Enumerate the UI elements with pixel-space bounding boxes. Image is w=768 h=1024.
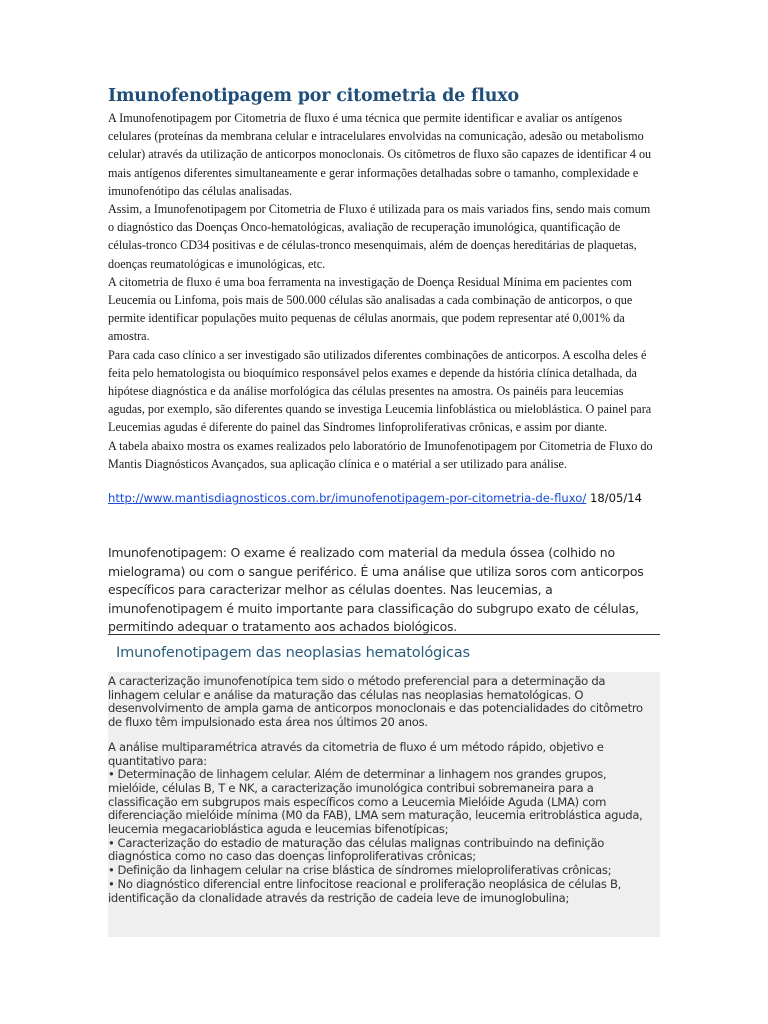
bullet-icon: • xyxy=(108,876,115,891)
list-item xyxy=(108,837,660,864)
source-link[interactable]: http://www.mantisdiagnosticos.com.br/imunofenotipagem-por-citometria-de-fluxo/ xyxy=(108,491,587,505)
definition-text: Imunofenotipagem: O exame é realizado com material da medula óssea (colhido no mielograma) ou com o sangue periférico. É uma análise que utiliza soros com anticorpos específicos para caracterizar melhor as células doentes. Nas leucemias, a imunofenotipagem é muito importante para classificação do subgrupo exato de células, permitindo adequar o tratamento aos achados biológicos. xyxy=(108,545,644,635)
article-paragraph: Assim, a Imunofenotipagem por Citometria de Fluxo é utilizada para os mais variados fins, sendo mais comum o diagnóstico das Doenças Onco-hematológicas, avaliação de recuperação imunológica, quantificação de células-tronco CD34 positivas e de células-tronco mesenquimais, além de doenças hereditárias de plaquetas, doenças reumatológicas e imunológicas, etc. xyxy=(108,202,651,271)
list-item xyxy=(108,864,660,878)
definition-block xyxy=(108,544,668,637)
article-body xyxy=(108,109,656,473)
article-title: Imunofenotipagem por citometria de fluxo xyxy=(108,86,519,106)
list-item xyxy=(108,878,660,905)
source-line xyxy=(108,490,642,506)
section-intro: A caracterização imunofenotípica tem sido o método preferencial para a determinação da linhagem celular e análise da maturação das células nas neoplasias hematológicas. O desenvolvimento de ampla gama de anticorpos monoclonais e das potencialidades do citômetro de fluxo têm impulsionado esta área nos últimos 20 anos. xyxy=(108,674,643,730)
article-paragraph: A Imunofenotipagem por Citometria de fluxo é uma técnica que permite identificar e avaliar os antígenos celulares (proteínas da membrana celular e intracelulares envolvidas na comunicação, adesão ou metabolismo celular) através da utilização de anticorpos monoclonais. Os citômetros de fluxo são capazes de identificar 4 ou mais antígenos diferentes simultaneamente e gerar informações detalhadas sobre o tamanho, complexidade e imunofenótipo das células analisadas. xyxy=(108,111,652,198)
section-body xyxy=(108,675,660,905)
source-date: 18/05/14 xyxy=(589,491,643,505)
list-item-text: Caracterização do estadio de maturação das células malignas contribuindo na definição diagnóstica como no caso das doenças linfoproliferativas crônicas; xyxy=(108,835,605,864)
article-paragraph: A tabela abaixo mostra os exames realizados pelo laboratório de Imunofenotipagem por Citometria de Fluxo do Mantis Diagnósticos Avançados, sua aplicação clínica e o matérial a ser utilizado para análise. xyxy=(108,438,653,471)
bullet-icon: • xyxy=(108,835,115,850)
article-paragraph: A citometria de fluxo é uma boa ferramenta na investigação de Doença Residual Mínima em pacientes com Leucemia ou Linfoma, pois mais de 500.000 células são analisadas a cada combinação de anticorpos, o que permite identificar populações muito pequenas de células anormais, que podem representar até 0,001% da amostra. xyxy=(108,274,633,344)
article-paragraph: Para cada caso clínico a ser investigado são utilizados diferentes combinações de anticorpos. A escolha deles é feita pelo hematologista ou bioquímico responsável pelos exames e depende da história clínica detalhada, da hipótese diagnóstica e da análise morfológica das células presentes na amostra. Os painéis para leucemias agudas, por exemplo, são diferentes quando se investiga Leucemia linfoblástica ou mieloblástica. O painel para Leucemias agudas é diferente do painel das Síndromes linfoproliferativas crônicas, e assim por diante. xyxy=(108,347,652,435)
list-item-text: Definição da linhagem celular na crise blástica de síndromes mieloproliferativas crônicas; xyxy=(117,863,612,878)
bullet-icon: • xyxy=(108,863,115,878)
list-item xyxy=(108,768,660,837)
bullet-list xyxy=(108,768,660,905)
section-heading: Imunofenotipagem das neoplasias hematológicas xyxy=(116,644,470,661)
list-intro: A análise multiparamétrica através da citometria de fluxo é um método rápido, objetivo e quantitativo para: xyxy=(108,739,604,768)
list-item-text: No diagnóstico diferencial entre linfocitose reacional e proliferação neoplásica de células B, identificação da clonalidade através da restrição de cadeia leve de imunoglobulina; xyxy=(108,876,622,905)
bullet-icon: • xyxy=(108,767,115,782)
list-item-text: Determinação de linhagem celular. Além de determinar a linhagem nos grandes grupos, mielóide, células B, T e NK, a caracterização imunológica contribui sobremaneira para a classificação em subgrupos mais específicos como a Leucemia Mielóide Aguda (LMA) com diferenciação mielóide mínima (M0 da FAB), LMA sem maturação, leucemia eritroblástica aguda, leucemia megacarioblástica aguda e leucemias bifenotípicas; xyxy=(108,767,643,837)
divider xyxy=(108,634,660,635)
